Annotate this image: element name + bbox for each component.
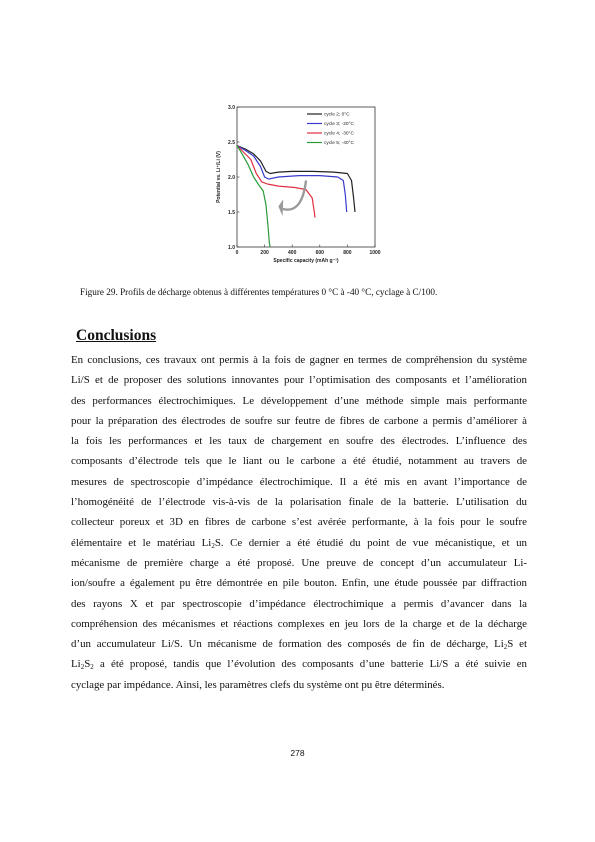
paragraph-line: Li/S et de proposer des solutions innovantes pour l’optimisation des composants et l’amélioration	[71, 374, 527, 387]
x-tick-label: 1000	[369, 250, 381, 256]
paragraph-line: En conclusions, ces travaux ont permis à la fois de gagner en termes de compréhension du système	[71, 354, 527, 366]
paragraph-line: mesures de spectroscopie d’impédance électrochimique. Il a été mis en avant l’importance de	[71, 475, 527, 488]
paragraph-line: compréhension des mécanismes et réactions complexes en jeu lors de la charge et de la décharge	[71, 617, 527, 630]
discharge-profile-figure	[212, 100, 387, 272]
annotation-arrow	[281, 181, 306, 210]
x-axis-label: Specific capacity (mAh g⁻¹)	[273, 258, 339, 264]
discharge-chart	[212, 100, 387, 272]
y-tick-label: 1.5	[228, 209, 235, 216]
x-tick-label: 0	[235, 250, 239, 256]
y-axis-label: Potential vs. Li⁺/Li (V)	[216, 151, 222, 203]
legend-label: cycle 5; -40°C	[324, 141, 354, 147]
paragraph-line: mécanisme de première charge a été proposé. Une preuve de concept d’un accumulateur Li-	[71, 556, 527, 569]
paragraph-line: des rayons X et par spectroscopie d’impédance électrochimique a permis d’avancer dans la	[71, 597, 527, 610]
y-tick-label: 3.0	[228, 104, 235, 111]
paragraph-line: la fois les performances et les taux de chargement en soufre des électrodes. L’influence des	[71, 435, 527, 448]
y-tick-label: 2.5	[228, 139, 235, 146]
x-tick-label: 600	[315, 250, 324, 256]
x-tick-label: 800	[343, 250, 352, 256]
plot-frame	[237, 107, 375, 247]
paragraph-line: élémentaire et le matériau $Li_2S$. Ce dernier a été étudié du point de vue mécanistique, et un	[71, 536, 527, 550]
legend-label: cycle 4; -30°C	[324, 131, 354, 137]
figure-caption: Figure 29. Profils de décharge obtenus à différentes températures 0 °C à -40 °C, cyclage à C/100.	[80, 287, 438, 297]
paragraph-line: composants d’électrode tels que le liant ou le carbone a été étudié, notamment au travers de	[71, 455, 527, 468]
annotation-arrow-head	[278, 199, 283, 216]
paragraph-line: d’un accumulateur Li/S. Un mécanisme de formation des composés de fin de décharge, $Li_2S$ et	[71, 638, 527, 652]
paragraph-line: $Li_2S_2$ a été proposé, tandis que l’évolution des composants d’une batterie Li/S a été suivie en	[71, 658, 527, 672]
series-line	[237, 146, 270, 248]
paragraph-line: cyclage par impédance. Ainsi, les paramètres clefs du système ont pu être déterminés.	[71, 678, 445, 691]
legend-label: cycle 3; -20°C	[324, 122, 354, 128]
paragraph-line: collecteur poreux et 3D en fibres de carbone s’est avérée performante, à la fois pour le soufre	[71, 516, 527, 529]
series-line	[237, 146, 315, 218]
section-title: Conclusions	[76, 327, 157, 344]
conclusions-paragraph	[71, 350, 527, 695]
page-number: 278	[290, 748, 305, 758]
paragraph-line: ion/soufre a également pu être démontrée en pile bouton. Enfin, une étude poussée par diffraction	[71, 577, 527, 590]
x-tick-label: 200	[260, 250, 269, 256]
y-tick-label: 2.0	[228, 174, 235, 181]
paragraph-line: l’homogénéité de l’électrode vis-à-vis de la polarisation finale de la batterie. L’utilisation du	[71, 496, 527, 509]
series-line	[237, 146, 347, 213]
paragraph-line: pour la préparation des électrodes de soufre sur feutre de fibres de carbone a permis d’améliorer à	[71, 414, 527, 427]
x-tick-label: 400	[288, 250, 297, 256]
legend-label: cycle 2; 0°C	[324, 112, 350, 118]
y-tick-label: 1.0	[228, 244, 235, 251]
paragraph-line: des performances électrochimiques. Le développement d’une méthode simple mais performante	[71, 394, 527, 407]
